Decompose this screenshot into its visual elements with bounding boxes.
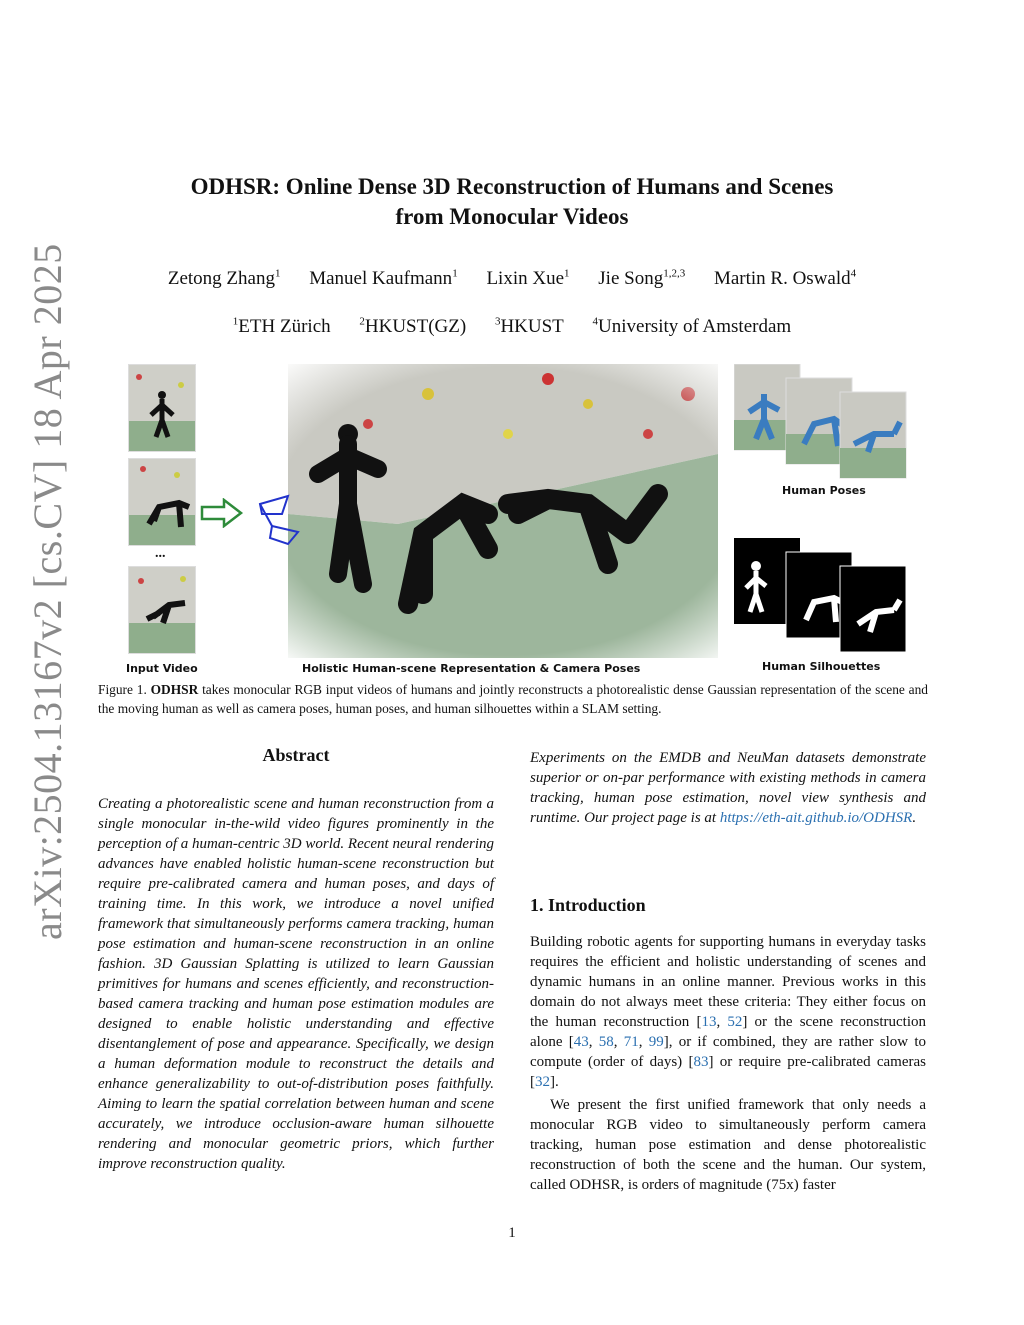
input-frame-2 xyxy=(128,458,196,546)
affiliation: $^4$University of Amsterdam xyxy=(592,316,792,338)
affiliation: $^1$ETH Zürich xyxy=(232,316,331,338)
citation-link[interactable]: 13 xyxy=(701,1014,717,1030)
author: Zetong Zhang$^1$ xyxy=(167,268,281,290)
author: Lixin Xue$^1$ xyxy=(486,268,570,290)
label-holistic: Holistic Human-scene Representation & Camera Poses xyxy=(302,662,641,675)
intro-paragraph-2: We present the first unified framework that only needs a monocular RGB video to simultaneously perform camera tracking, human pose estimation and dense photorealistic reconstruction of both the scene and the human. Our system, called ODHSR, is orders of magnitude (75x) faster xyxy=(530,1097,926,1193)
label-human-silhouettes: Human Silhouettes xyxy=(762,660,881,673)
abstract-heading: Abstract xyxy=(262,745,330,765)
affiliation: $^2$HKUST(GZ) xyxy=(359,316,467,338)
citation-link[interactable]: 83 xyxy=(693,1054,709,1070)
label-input-video: Input Video xyxy=(126,662,198,675)
intro-paragraph-1: Building robotic agents for supporting humans in everyday tasks requires the efficient and holistic understanding of scenes and dynamic humans in an online manner. Previous works in this domain do not always meet these criteria: They either focus on the human reconstruction [13, 52] or the scene reconstruction alone [43, 58, 71, 99], or if combined, they are rather slow to compute (order of days) [83] or require pre-calibrated cameras [32]. xyxy=(530,934,927,1090)
page-number: 1 xyxy=(508,1225,516,1241)
citation-link[interactable]: 58 xyxy=(598,1034,614,1050)
paper-title xyxy=(100,172,924,232)
intro-body xyxy=(530,932,926,1195)
input-frame-3 xyxy=(128,566,196,654)
author: Manuel Kaufmann$^1$ xyxy=(309,268,458,290)
human-poses-stack xyxy=(734,364,908,480)
project-page-link[interactable]: https://eth-ait.github.io/ODHSR xyxy=(719,810,913,826)
author: Jie Song$^{1,2,3}$ xyxy=(598,268,686,290)
citation-link[interactable]: 43 xyxy=(573,1034,589,1050)
title-line-2: from Monocular Videos xyxy=(395,204,629,229)
abstract-continued: Experiments on the EMDB and NeuMan datasets demonstrate superior or on-par performance with existing methods in camera tracking, human pose estimation, novel view synthesis and runtime. Our project page is at https://eth-ait.github.io/ODHSR. xyxy=(530,750,926,826)
human-silhouettes-stack xyxy=(734,538,908,654)
author: Martin R. Oswald$^4$ xyxy=(713,268,857,290)
input-frame-1 xyxy=(128,364,196,452)
abstract-body: Creating a photorealistic scene and human reconstruction from a single monocular in-the-wild video figures prominently in the perception of a human-centric 3D world. Recent neural rendering advances have enabled holistic human-scene reconstruction but require pre-calibrated camera and human poses, and days of training time. In this work, we introduce a novel unified framework that simultaneously performs camera tracking, human pose estimation and human-scene reconstruction in an online fashion. 3D Gaussian Splatting is utilized to learn Gaussian primitives for humans and scenes efficiently, and reconstruction-based camera tracking and human pose estimation modules are designed to enable holistic understanding and effective disentanglement of pose and appearance. Specifically, we design a human deformation module to reconstruct the details and enhance generalizability to out-of-distribution poses faithfully. Aiming to learn the spatial correlation between human and scene accurately, we introduce occlusion-aware human silhouette rendering and monocular geometric priors, which further improve reconstruction quality. xyxy=(98,796,494,1172)
reconstruction-scene-render xyxy=(248,364,718,658)
title-line-1: ODHSR: Online Dense 3D Reconstruction of Humans and Scenes xyxy=(190,174,834,199)
citation-link[interactable]: 52 xyxy=(727,1014,743,1030)
citation-link[interactable]: 32 xyxy=(535,1074,550,1090)
citation-link[interactable]: 71 xyxy=(623,1034,639,1050)
author-list xyxy=(100,268,924,290)
affiliation-list xyxy=(100,316,924,338)
label-human-poses: Human Poses xyxy=(782,484,866,497)
figure-caption: Figure 1. ODHSR takes monocular RGB input videos of humans and jointly reconstructs a photorealistic dense Gaussian representation of the scene and the moving human as well as camera poses, human poses, and human silhouettes within a SLAM setting. xyxy=(98,682,928,716)
frame-ellipsis: ... xyxy=(155,546,166,561)
arrow-right-icon xyxy=(200,498,244,528)
arxiv-stamp: arXiv:2504.13167v2 [cs.CV] 18 Apr 2025 xyxy=(25,243,70,940)
citation-link[interactable]: 99 xyxy=(648,1034,664,1050)
intro-heading: 1. Introduction xyxy=(530,895,646,915)
affiliation: $^3$HKUST xyxy=(494,316,564,338)
